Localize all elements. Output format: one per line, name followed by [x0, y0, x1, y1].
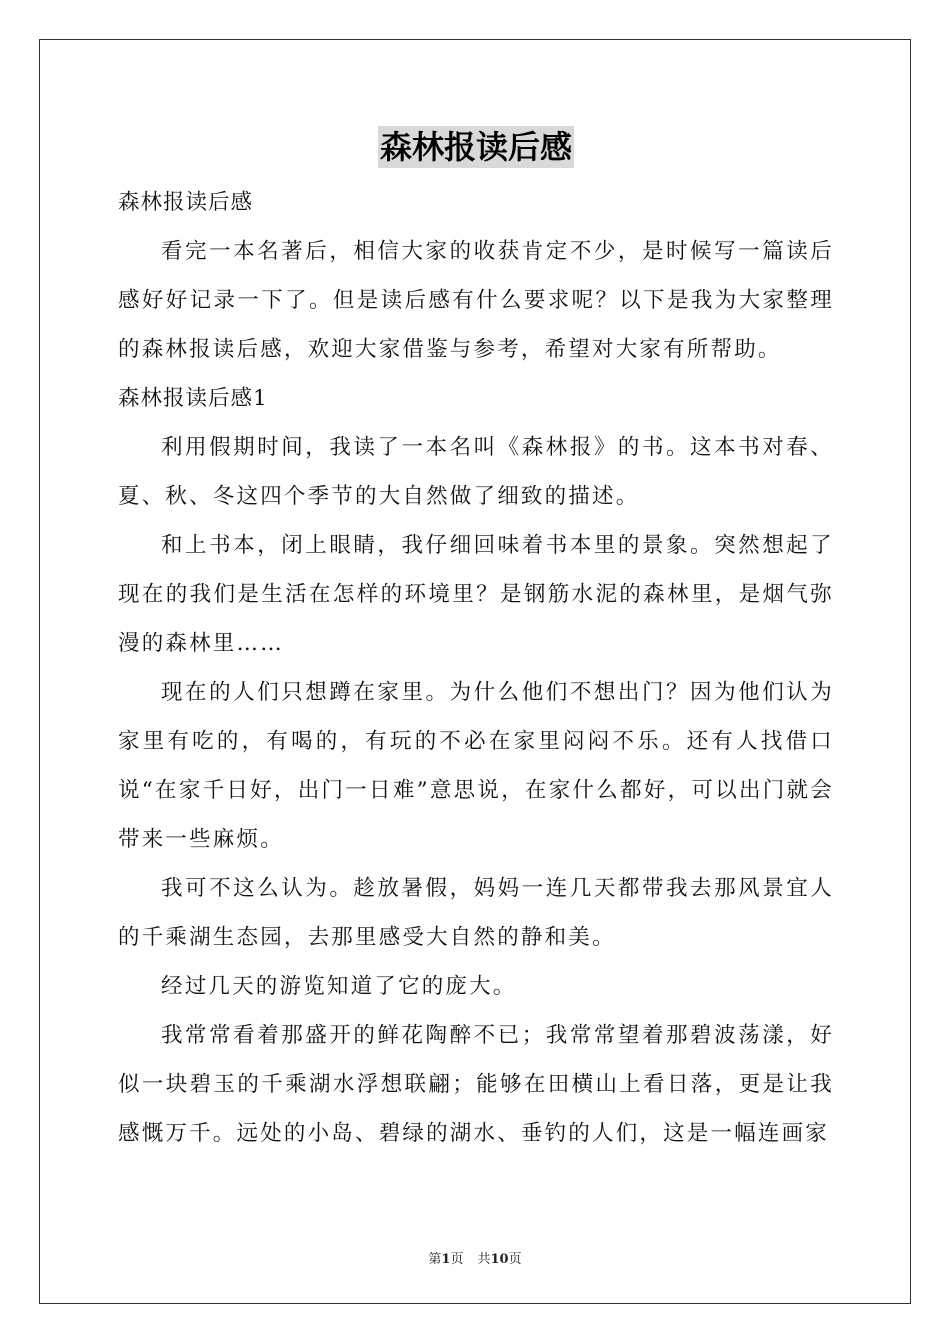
- footer-page-suffix: 页: [450, 1252, 464, 1267]
- page-footer: [0, 1248, 950, 1267]
- footer-total-suffix: 页: [508, 1252, 522, 1267]
- paragraph-6: 我常常看着那盛开的鲜花陶醉不已；我常常望着那碧波荡漾，好似一块碧玉的千乘湖水浮想联翩；能够在田横山上看日落，更是让我感慨万千。远处的小岛、碧绿的湖水、垂钓的人们，这是一幅连画家: [118, 1023, 834, 1146]
- document-subtitle: 森林报读后感: [118, 190, 254, 215]
- footer-total-prefix: 共: [477, 1252, 491, 1267]
- document-title: 森林报读后感: [379, 128, 572, 166]
- document-body: [118, 126, 834, 1158]
- paragraph-4: 我可不这么认为。趁放暑假，妈妈一连几天都带我去那风景宜人的千乘湖生态园，去那里感受大自然的静和美。: [118, 876, 834, 950]
- paragraph-3: 现在的人们只想蹲在家里。为什么他们不想出门？因为他们认为家里有吃的，有喝的，有玩的不必在家里闷闷不乐。还有人找借口说“在家千日好，出门一日难”意思说，在家什么都好，可以出门就会带来一些麻烦。: [118, 680, 834, 852]
- footer-page-number: 1: [441, 1252, 451, 1267]
- paragraph-5: 经过几天的游览知道了它的庞大。: [161, 974, 517, 999]
- paragraph-1: 利用假期时间，我读了一本名叫《森林报》的书。这本书对春、夏、秋、冬这四个季节的大自然做了细致的描述。: [118, 435, 834, 509]
- intro-paragraph: 看完一本名著后，相信大家的收获肯定不少，是时候写一篇读后感好好记录一下了。但是读后感有什么要求呢？以下是我为大家整理的森林报读后感，欢迎大家借鉴与参考，希望对大家有所帮助。: [118, 239, 834, 362]
- footer-page-prefix: 第: [428, 1252, 442, 1267]
- footer-total-pages: 10: [490, 1252, 509, 1267]
- title-wrap: [118, 126, 834, 172]
- paragraph-2: 和上书本，闭上眼睛，我仔细回味着书本里的景象。突然想起了现在的我们是生活在怎样的环境里？是钢筋水泥的森林里，是烟气弥漫的森林里……: [118, 533, 834, 656]
- section-heading: 森林报读后感1: [118, 386, 268, 411]
